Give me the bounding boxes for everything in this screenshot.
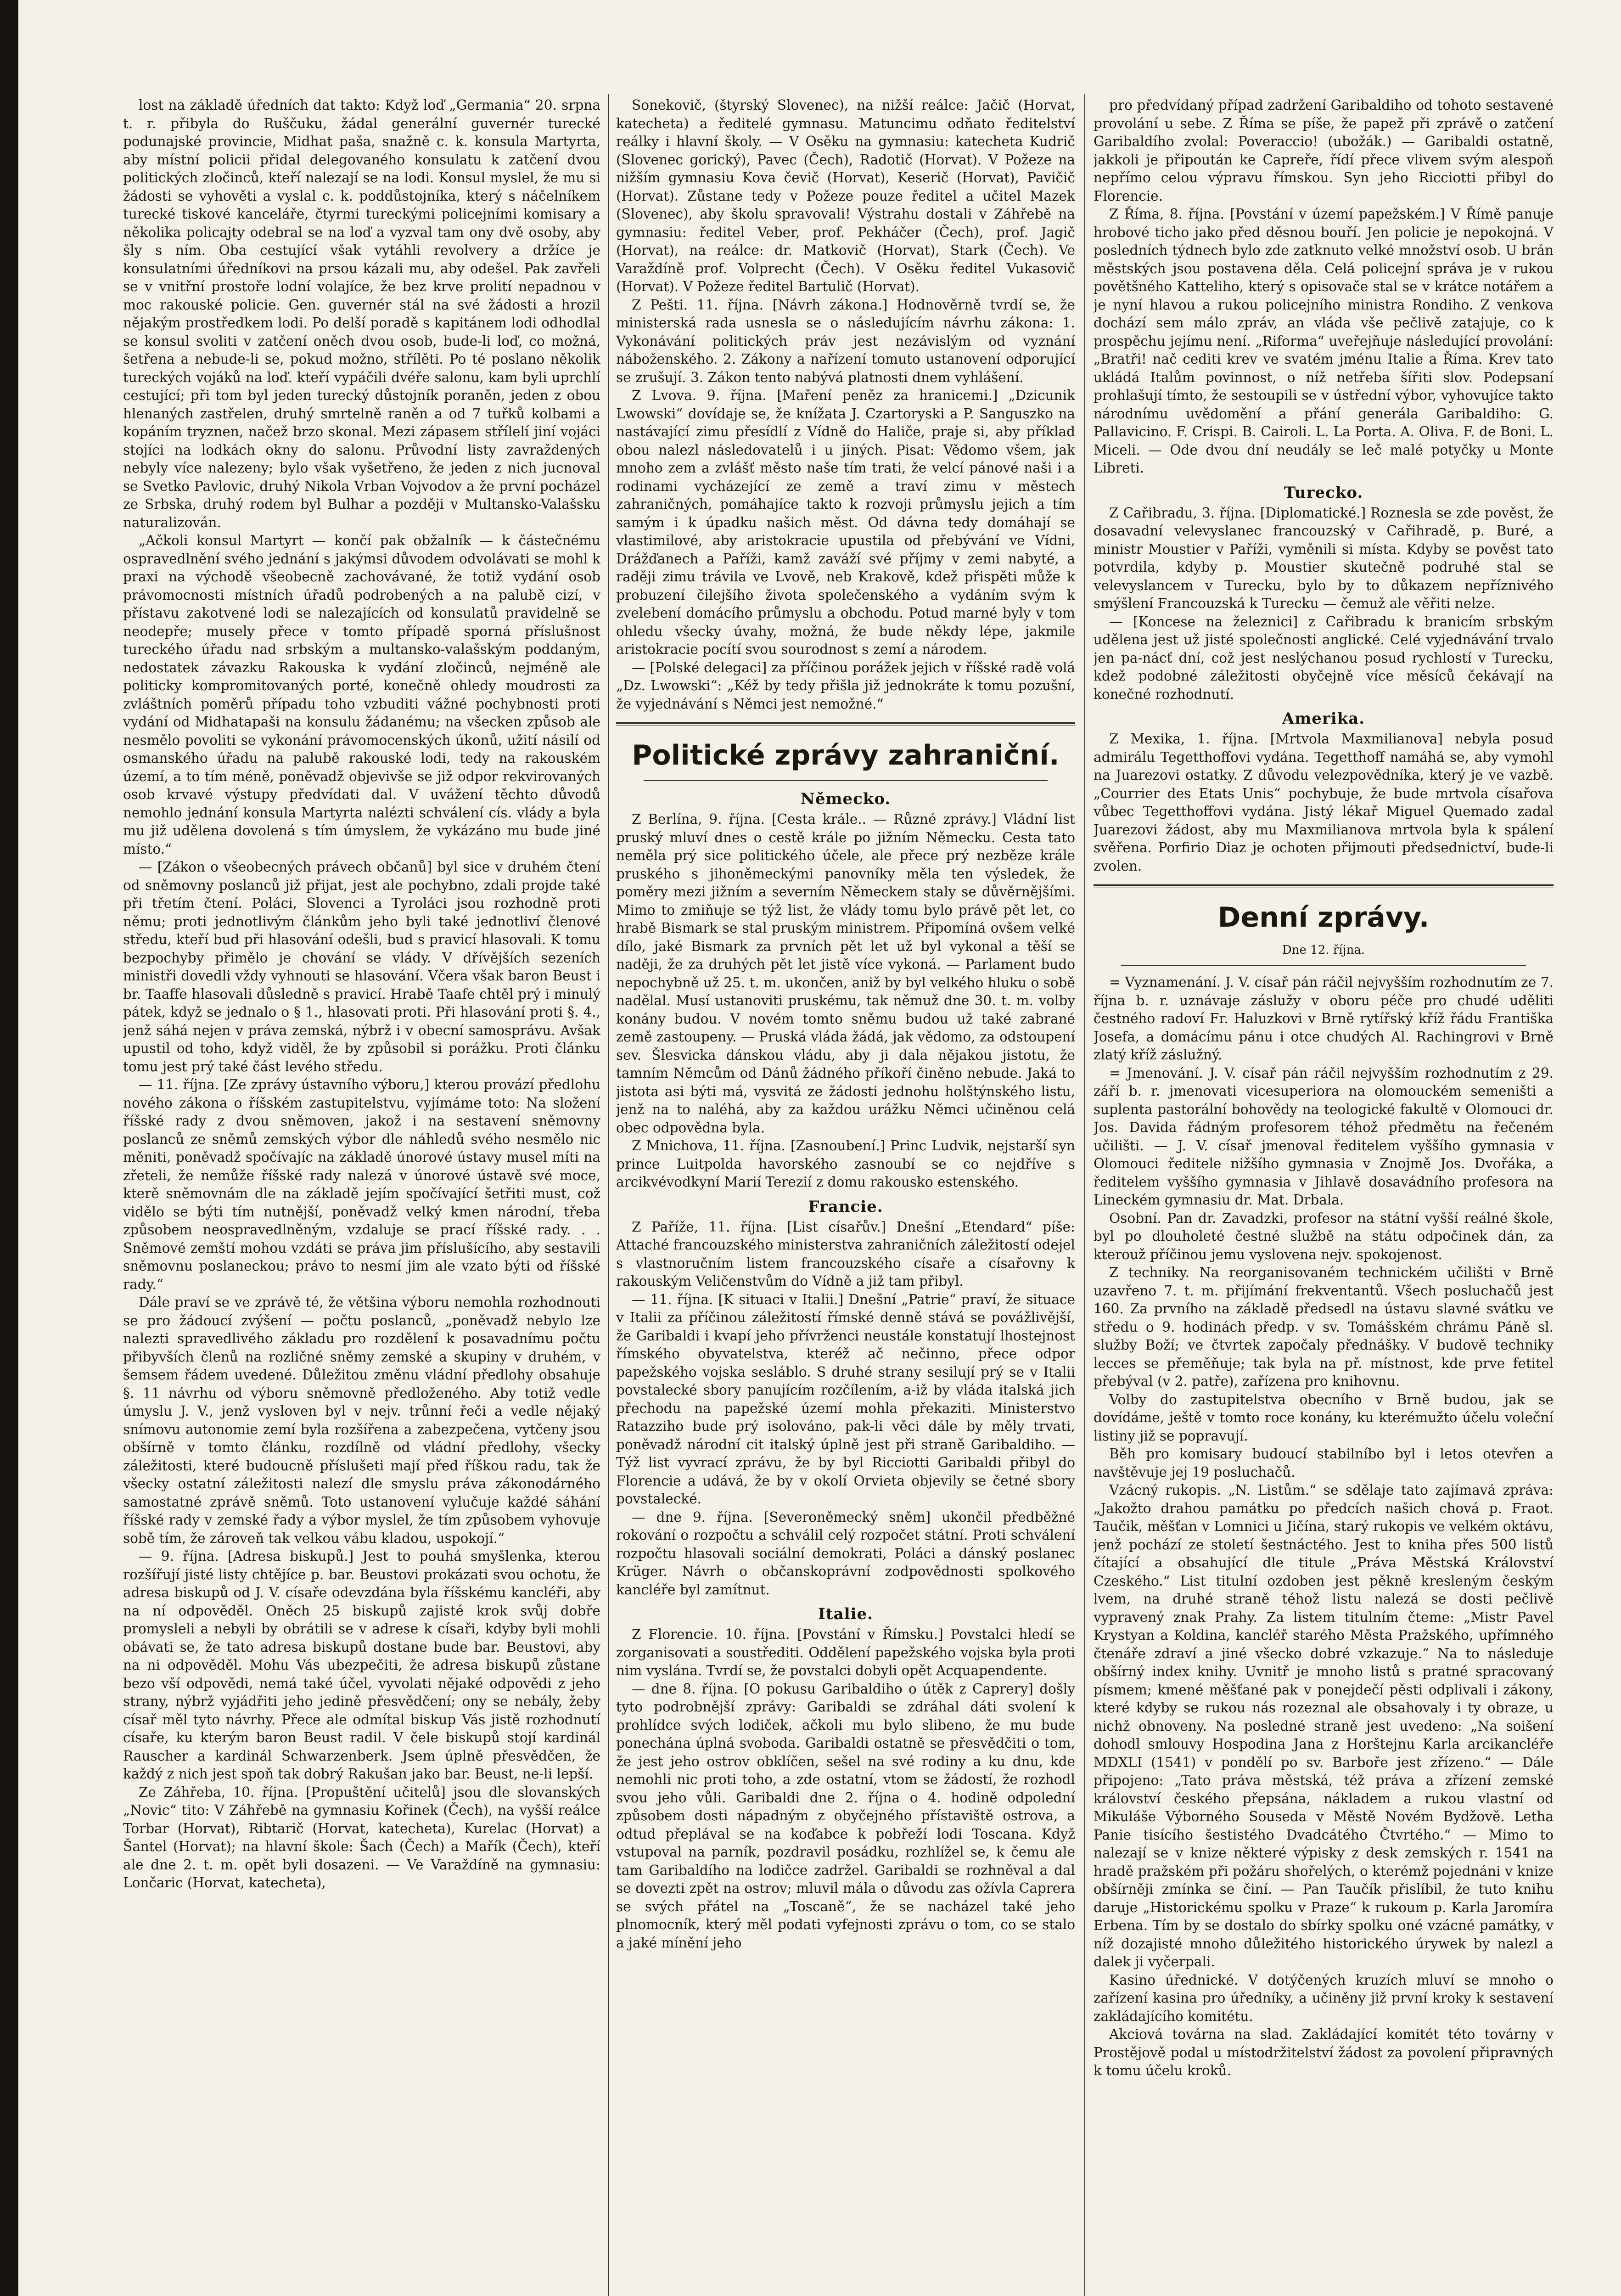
article-paragraph: Z Říma, 8. října. [Povstání v území papežském.] V Římě panuje hrobové ticho jako před děsnou bouří. Jen policie je nepokojná. V posledních týdnech bylo zde zatknuto velké množství osob. U brán městských jsou postavena děla. Celá policejní správa je v rukou povětšného Katteliho, který s opisovače stal se v krátce notářem a je nyní hlavou a rukou policejního ministra Rondiho. Z venkova dochází sem málo zpráv, an vláda vše pečlivě zatajuje, co k prospěchu jejímu není. „Riforma“ uveřejňuje následující provolání: „Bratři! nač cediti krev ve svatém jménu Italie a Říma. Krev tato ukládá Italům povinnost, o níž netřeba šířiti slov. Podepsaní prohlašují tímto, že sestoupili se v ústřední výbor, vyhovujíce takto národnímu uvědomění a přání generála Garibaldiho: G. Pallavicino. F. Crispi. B. Cairoli. L. La Porta. A. Oliva. F. de Boni. L. Miceli. — Ode dvou dní neudály se leč malé potyčky u Monte Libreti. — [1094, 206, 1554, 476]
news-item: = Jmenování. J. V. císař pán ráčil nejvyšším rozhodnutím z 29. září b. r. jmenovati vicesuperiora na olomouckém semeništi a suplenta pastorální bohovědy na teologické fakultě v Olomouci dr. Jos. Davida řádným profesorem téhož předmětu na řečeném učilišti. — J. V. císař jmenoval ředitelem vyššího gymnasia v Olomouci ředitele nižšího gymnasia v Znojmě Jos. Dvořáka, a ředitelem vyššího gymnasia v Jihlavě dosavádního profesora na Lineckém gymnasiu dr. Mat. Drbala. — [1094, 1065, 1554, 1208]
article-paragraph: — dne 8. října. [O pokusu Garibaldiho o útěk z Caprery] došly tyto podrobnější zprávy: Garibaldi se zdráhal dáti svolení k prohlídce svých lodiček, ačkoli mu bylo slibeno, že mu bude ponechána úplná svoboda. Garibaldi ostatně se přesvědčiti o tom, že jest jeho ostrov obklíčen, sešel na své rodiny a ku dnu, kde nemohli nic proti toho, a zde ostatní, vtom se žádostí, že rozhodl svou jeho vůli. Garibaldi dne 2. října o 4. hodině odpolední způsobem dosti nápadným z obyčejného přístaviště ostrova, a odtud přeplával se na koďabce k pobřeží lodi Toscana. Když vstupoval na parník, pozdravil posádku, rozhlížel se, k čemu ale tam Garibaldího na lodičce zadržel. Garibaldi se rozhněval a dal se dovezti zpět na ostrov; mluvil mála o důvodu zas ožívla Caprera se svých přátel na „Toscaně“, že se nacházel také jeho plnomocník, který měl podati vyfejnosti zprávu o tom, co se stalo a jaké mínění jeho — [616, 1681, 1075, 1951]
news-item: Běh pro komisary budoucí stabilníbo byl i letos otevřen a navštěvuje jej 19 posluchačů. — [1094, 1446, 1554, 1480]
column-rule — [608, 94, 609, 2296]
news-item: Volby do zastupitelstva obecního v Brně budou, jak se dovídáme, ještě v tomto roce konány, ku kterémužto účelu voleční listiny již se popravují. — [1094, 1391, 1554, 1444]
news-item: Kasino úřednické. V dotýčených kruzích mluví se mnoho o zařízení kasina pro úředníky, a učiněny již první kroky k sestavení zakládajícího komitétu. — [1094, 1972, 1554, 2024]
country-heading-italy: Italie. — [818, 1605, 873, 1623]
article-paragraph: pro předvídaný případ zadržení Garibaldiho od tohoto sestavené provolání u sebe. Z Říma se píše, že papež při zprávě o zatčení Garibaldího zvolal: Poveraccio! (ubožák.) — Garibaldi ostatně, jakkoli je připoután ke Capreře, řídí přece vlivem svým alespoň nepřímo celou výpravu římskou. Syn jeho Ricciotti přibyl do Florencie. — [1094, 97, 1554, 204]
country-heading-germany: Německo. — [800, 790, 891, 808]
divider — [644, 780, 1048, 781]
article-paragraph: lost na základě úředních dat takto: Když loď „Germania“ 20. srpna t. r. přibyla do Ruščuku, žádal generální guvernér turecké podunajské provincie, Midhat paša, snažně c. k. konsula Martyrta, aby místní policii přidal delegovaného konsulatu k zatčení dvou politických zločinců, kteří nalezají se na lodi. Konsul myslel, že mu si žádosti se vyhověti a vyslal c. k. poddůstojníka, který s náčelníkem turecké tiskové kanceláře, čtyrmi tureckými policejními komisary a několika policajty odebral se na loď a vyzval tam ony dvě osoby, aby šly s ním. Oba cestující však vytáhli revolvery a držíce je konsulatními úředníkovi na prsou kázali mu, aby odešel. Pak zavřeli se v vnitřní prostoře lodní volajíce, že bez krve prolití nepadnou v moc rakouské policie. Gen. guvernér stál na své žádosti a hrozil nějakým prostředkem lodi. Po delší poradě s kapitánem lodi odhodlal se konsul svoliti v zatčení oněch dvou osob, bude-li loď, co možná, šetřena a nebude-li se, pokud možno, střílěti. Po té poslano několik tureckých vojáků na loď. kteří vypáčili dvéře salonu, kam byli uprchlí cestující; při tom byl jeden turecký důstojník poraněn, jeden z obou hlenaných zastřelen, druhý smrtelně raněn a od 7 tuřků kolbami a kopáním tryznen, načež brzo skonal. Mezi zápasem střílelí jiní vojáci stojíci na lodkách okny do salonu. Průvodní listy zavraždených nebyly více nalezeny; bylo však vyšetřeno, že jeden z nich jucnoval se Svetko Pavlovic, druhý Nikola Vrban Vojvodov a že první pocházel ze Srbska, druhý rodem byl Bulhar a později v Multansko-Valašsku naturalizován. — [123, 97, 600, 530]
article-paragraph: Z Lvova. 9. října. [Maření peněz za hranicemi.] „Dzicunik Lwowski“ dovídaje se, že knížata J. Czartoryski a P. Sanguszko na nastávající zimu přesídlí z Vídně do Haliče, praje si, aby příklad obou nalezl následovatelů i u jiných. Pisat: Vědomo všem, jak mnoho zem a zvlášť město naše tím trati, že velcí pánové naši i a rodinami vycházející ze země a traví zimu v městech zahraničných, pomáhajíce takto k rozvoji průmyslu jejich a tím samým i k úpadku našich měst. Od dávna tedy domáhají se vlastimilové, aby aristokracie upustila od přebývání ve Vídni, Drážďanech a Paříži, kamž zaváží své příjmy v zemi nabyté, a raději zimu trávila ve Lvově, neb Krakově, kdež přispěti může k probuzení čilejšího života společenského a vydáním svým k zvelebení domácího průmyslu a obchodu. Potud marné byly v tom ohledu všecky úvahy, možná, že bude někdy lépe, jakmile aristokracie pocítí svou sourodnost s zemí a národem. — [616, 388, 1075, 657]
news-date: Dne 12. října. — [1282, 943, 1365, 957]
article-paragraph: Dále praví se ve zprávě té, že většina výboru nemohla rozhodnouti se pro žádoucí zvýšení — počtu poslanců, „poněvadž nebylo lze nalezti spravedlivého základu pro rozdělení k posavadnímu počtu přibyvších členů na rozličné sněmy zemské a skupiny v druhém, v šemsem řádem uvedené. Důležitou změnu vládní předlohy obsahuje §. 11 návrhu od výboru sněmovně předloženého. Aby totiž vedle úmyslu J. V., jenž vysloven byl v nejv. trůnní řeči a vedle nějaký snímovu autonomie zemí byla rozšířena a zabezpečena, vytčeny jsou obšírně v tomto článku, rozdílně od vládní předlohy, všecky záležitosti, které budoucně příslušeti mají před říškou radu, tak že všecky ostatní záležitosti nalezí dle smyslu práva zákonodárného samostatné zprávě sněmů. Toto ustanovení vylučuje každé sáhání říšské rady v zemské řady a výbor myslel, že tím způsobem vyhovuje sobě tím, že zároveň tak velkou vábu kladou, uspokojí.“ — [123, 1294, 600, 1546]
article-paragraph: Z Paříže, 11. října. [List císařův.] Dnešní „Etendard“ píše: Attaché francouzského ministerstva zahraničních záležitostí odejel s vlastnoručním listem francouzského císaře a císařovny k rakouským Veličenstvům do Vídně a již tam přibyl. — [616, 1219, 1075, 1289]
article-paragraph: Ze Záhřeba, 10. října. [Propuštění učitelů] jsou dle slovanských „Novic“ tito: V Záhřebě na gymnasiu Kořinek (Čech), na vyšší reálce Torbar (Horvat), Ribtarič (Horvat, katecheta), Kurelac (Horvat) a Šantel (Horvat); na hlavní škole: Šach (Čech) a Mařík (Čech), kteří ale dne 2. t. m. opět byli dosazeni. — Ve Varaždíně na gymnasiu: Lončaric (Horvat, katecheta), — [123, 1784, 600, 1891]
country-heading-france: Francie. — [808, 1197, 883, 1216]
article-paragraph: Z Pešti. 11. října. [Návrh zákona.] Hodnověrně tvrdí se, že ministerská rada usnesla se o následujícím návrhu zákona: 1. Vykonávání politických práv jest nezávislým od vyznání náboženského. 2. Zákony a nařízení tomuto ustanovení odporující se zrušují. 3. Zákon tento nabývá platnosti dnem vyhlášení. — [616, 297, 1075, 385]
section-divider — [1094, 884, 1554, 888]
article-paragraph: Sonekovič, (štyrský Slovenec), na nižší reálce: Jačič (Horvat, katecheta) a ředitelé gymnasu. Matuncimu odňato ředitelství reálky i hlavní školy. — V Osěku na gymnasiu: katecheta Kudrič (Slovenec gorický), Pavec (Čech), Radotič (Horvat). V Požeze na nižším gymnasiu Kova čevič (Horvat), Keserič (Horvat), Pavičič (Horvat). Zůstane tedy v Požeze pouze ředitel a učitel Mazek (Slovenec), aby školu spravovali! Výstrahu dostali v Záhřebě na gymnasiu: ředitel Veber, prof. Pekháčer (Čech), prof. Jagič (Horvat), na reálce: dr. Matkovič (Horvat), Stark (Čech). Ve Varaždíně prof. Volprecht (Čech). V Osěku ředitel Vukasovič (Horvat). V Požeze ředitel Bartulič (Horvat). — [616, 97, 1075, 294]
article-paragraph: — dne 9. října. [Severoněmecký sněm] ukončil předběžné rokování o rozpočtu a schválil celý rozpočet státní. Proti schválení rozpočtu hlasovali sociální demokrati, Poláci a dánský poslanec Krüger. Návrh o občanskoprávní zodpovědnosti spolkového kancléře byl zamítnut. — [616, 1509, 1075, 1598]
column-2 — [616, 96, 1075, 2296]
news-item: Vzácný rukopis. „N. Listům.“ se sdělaje tato zajímavá zpráva: „Jakožto drahou památku po předcích našich chová p. Fraot. Taučik, měšťan v Lomnici u Jičína, starý rukopis ve velkém oktávu, jenž pochází ze století šestnáctého. Jest to kniha přes 500 listů čítající a obsahující dle titule „Práva Městská Království Czeského.“ List titulní ozdoben jest pěkně kresleným českým lvem, na druhé straně téhož listu nalezá se dosti pečlivě vypravený znak Prahy. Za listem titulním čteme: „Mistr Pavel Krystyan a Koldina, kancléř starého Města Pražského, upřímného čtenáře zdraví a jiné všecko dobré vzkazuje.“ Na to následuje obšírný index knihy. Uvnitř je mnoho listů s pratné spracovaný písmem; kmené měšťané pak v ponejdečí pěsti odplivali i zákony, které kdyby se rukou nás rozeznal ale obsahovaly i ty obraze, u nichž obnoveny. Na posledné straně jest uvedeno: „Na soišení dohodl smlouvy Hospodina Jana z Horštejnu Karla arcikancléře MDXLI (1541) v pondělí po sv. Barboře jest zřízeno.“ — Dále připojeno: „Tato práva městská, též práva a zřízení zemské království českého přepsána, nákladem a rukou vlastní od Mikuláše Výborného Souseda v Městě Novém Bydžově. Letha Panie tisícího šestistého Dvadcátého Čtvrtého.“ — Mimo to nalezají se v knize některé výpisky z desk zemských r. 1541 na hradě pražském při požáru shořelých, o kterémž pojednáni v knize obšírněji zmínka se činí. — Pan Taučík přislíbil, že tuto knihu daruje „Historickému spolku v Praze“ k rukoum p. Karla Jaromíra Erbena. Tím by se dostalo do sbírky spolku oné vzácné památky, v níž dozajisté mnoho důležitého historického úrywek by nalezl a dalek ji vyčerpali. — [1094, 1482, 1554, 1970]
article-paragraph: Z Cařibradu, 3. října. [Diplomatické.] Roznesla se zde pověst, že dosavadní velevyslanec francouzský v Cařihradě, p. Buré, a ministr Moustier v Paříži, vyměnili si místa. Kdyby se pověst tato potvrdila, kdyby p. Moustier skutečně podruhé stal se velevyslancem v Turecku, bylo by to důkazem nepříznivého smýšlení Francouzská k Turecku — čemuž ale věřiti nelze. — [1094, 505, 1554, 611]
article-paragraph: — [Polské delegaci] za příčinou porážek jejich v říšské radě volá „Dz. Lwowski“: „Kéž by tedy přišla již jednokráte k tomu pozušní, že vyjednávání s Němci jest nemožné.“ — [616, 659, 1075, 712]
article-paragraph: Z Mexika, 1. října. [Mrtvola Maxmilianova] nebyla posud admirálu Tegetthoffovi vydána. Tegetthoff namáhá se, aby vymohl na Juarezovi ostatky. Z důvodu velezpovědníka, který je ve vazbě. „Courrier des Etats Unis“ pochybuje, že bude mrtvola císařova vůbec Tegetthoffovi vydána. Jistý lékař Miguel Quemado zadal Juarezovi žádost, aby mu Maxmilianova mrtvola byla k spálení svěřena. Porfirio Diaz je ochoten přijmouti předsednictví, bude-li zvolen. — [1094, 731, 1554, 874]
section-title-foreign: Politické zprávy zahraniční. — [632, 739, 1060, 771]
country-heading-america: Amerika. — [1282, 709, 1365, 728]
section-divider — [616, 722, 1075, 726]
country-heading-turkey: Turecko. — [1284, 483, 1363, 502]
article-paragraph: — [Koncese na železnici] z Cařibradu k branicím srbským udělena jest už jisté společnosti anglické. Celé vyjednávání trvalo jen pa-nácť dní, což jest neslýchanou posud rychlostí v Turecku, kdež podobné záležitosti obyčejně více měsíců čekávají na konečné rozhodnutí. — [1094, 613, 1554, 702]
news-item: Z techniky. Na reorganisovaném technickém učilišti v Brně uzavřeno 7. t. m. přijímání frekventantů. Všech posluchačů jest 160. Za prvního na základě předsedl na ústavu slavné svátku ve středu o 9. hodinách předp. v sv. Tomášském chrámu Páně sl. služby Boží; ve čtvrtek započaly přednášky. V budově techniky lecces se přeměňuje; tak byla na př. místnost, kde prve fetitel přebýval (v 2. patře), zařízena pro knihovnu. — [1094, 1265, 1554, 1389]
article-paragraph: „Ačkoli konsul Martyrt — končí pak obžalník — k částečnému ospravedlnění svého jednání s jakýmsi důvodem odvolávati se mohl k praxi na východě všeobecně zachovávané, že totiž vydání osob právomocnosti místních úřadů podrobených a na palubě cizí, v přístavu zakotvené lodi se nalezajících od konsulatů pravidelně se neodepře; musely přece v tomto případě sporná příslušnost tureckého úřadu nad srbským a multansko-valašským poddaným, nedostatek závazku Rakouska k vydání zločinců, nejméně ale politicky kompromitovaných porté, konečně ohledy moudrosti za zvláštních poměrů případu toho vzbuditi vážné pochybnosti proti vydání od Midhatapaši na konsulu žádanému; na všecken způsob ale nesmělo povoliti se vykonání právomocenských úkonů, užití násilí od osmanského úřadu na palubě rakouské lodi, tedy na rakouském území, a to tím méně, poněvadž objevivše se již odpor rekvirovaných osob krvavé výstupy předvídati dal. V uvážení těchto důvodů nemohlo jednání konsula Martyrta nalézti schválení cís. vlády a byla mu již udělena dovolená s tím úmyslem, že vykázáno mu bude jiné místo.“ — [123, 533, 600, 857]
section-title-daily-news: Denní zprávy. — [1217, 901, 1430, 934]
article-paragraph: — [Zákon o všeobecných právech občanů] byl sice v druhém čtení od sněmovny poslanců již přijat, jest ale pochybno, zdali projde také při třetím čtení. Poláci, Slovenci a Tyroláci jsou rozhodně proti němu; proti jednotlivým článkům jeho byli také jednotliví členové středu, kteří bud při hlasování odešli, bud s pravicí hlasovali. K tomu bezpochyby přimělo je chování se vlády. V dřívějších sezeních ministři dovedli vždy vyhnouti se hlasování. Včera však baron Beust i br. Taaffe hlasovali důsledně s pravicí. Hrabě Taafe chtěl prý i minulý pátek, když se jednalo o § 1., hlasovati proti. Při hlasování proti §. 4., jenž sáhá nejen v práva zemská, nýbrž i v obecní samosprávu. Avšak upustil od toho, když viděl, že by způsobil si porážku. Proti článku tomu jest prý také část levého středu. — [123, 859, 600, 1075]
column-3 — [1094, 96, 1554, 2296]
news-item: Osobní. Pan dr. Zavadzki, profesor na státní vyšší reálné škole, byl po dlouholeté čestné službě na státu odpočinek dán, za kterouž příčinou jemu vyslovena nejv. spokojenost. — [1094, 1210, 1554, 1262]
divider — [1121, 965, 1526, 966]
news-item: = Vyznamenání. J. V. císař pán ráčil nejvyšším rozhodnutím ze 7. října b. r. uznávaje záslužy v oboru péče pro chudé uděliti čestného radoví Fr. Haluzkovi v Brně rytířský kříž řádu Františka Josefa, a domácímu pánu i otce chudých Al. Rachingrovi v Brně zlatý kříž záslužný. — [1094, 974, 1554, 1063]
scan-edge — [0, 0, 18, 2296]
news-item: Akciová továrna na slad. Zakládající komitét této továrny v Prostějově podal u místodržitelství žádost za povolení připravných k tomu účelu kroků. — [1094, 2026, 1554, 2078]
article-paragraph: Z Berlína, 9. října. [Cesta krále.. — Různé zprávy.] Vládní list pruský mluví dnes o cestě krále po jižním Německu. Cesta tato neměla prý sice politického účele, ale přece prý nezběze krále pruského s jihoněmeckými panovníky měla ten výsledek, že poměry mezi jižním a severním Německem staly se důvěrnějšími. Mimo to zmiňuje se týž list, že vlády tomu bylo právě pět let, co hrabě Bismark se stal pruským ministrem. Připomíná ovšem velké dílo, jaké Bismark za prvních pět let už byl vykonal a těší se naději, že za druhých pět let jistě více vykoná. — Parlament budo nepochybně už 25. t. m. ukončen, aniž by byl velkého hluku o sobě nadělal. Musí ustanoviti pruskému, tak němuž dne 30. t. m. volby konány budou. V novém tomto sněmu budou už také zabrané země zastoupeny. — Pruská vláda žádá, jak vědomo, za odstoupení sev. Šlesvicka dánskou vládu, aby ji dala nějakou jistotu, že tamním Němcům od Dánů žádného příkoří činěno nebude. Jaká to jistota asi býti má, vysvitá ze žádosti jednohu holštýnského listu, jenž na to naléhá, aby za každou urážku Němci učiněnou celá obec odpovědna byla. — [616, 811, 1075, 1136]
article-paragraph: — 11. října. [K situaci v Italii.] Dnešní „Patrie“ praví, že situace v Italii za příčinou záležitostí římské denně stává se povážlivější, že Garibaldi i kvapí jeho přívrženci neustále konstatují lhostejnost římského obyvatelstva, kteréž ač nečinno, přece odpor papežského vojska sesláblo. S druhé strany sesilují prý se v Italii povstalecké sbory panujícím rozčílením, a-iž by vláda italská jich přechodu na papežské území mohla překaziti. Ministerstvo Ratazziho bude prý isolováno, pak-li věci dále by měly trvati, poněvadž národní cit italský úplně jest při straně Garibaldiho. — Týž list vyvrací zprávu, že by byl Ricciotti Garibaldi přibyl do Florencie a udává, že by v okolí Orvieta objevily se četné sbory povstalecké. — [616, 1291, 1075, 1507]
article-paragraph: Z Florencie. 10. října. [Povstání v Římsku.] Povstalci hledí se zorganisovati a soustřediti. Oddělení papežského vojska byla proti nim vyslána. Tvrdí se, že povstalci dobyli opět Acquapendente. — [616, 1626, 1075, 1678]
article-paragraph: Z Mnichova, 11. října. [Zasnoubení.] Princ Ludvik, nejstarší syn prince Luitpolda havorského zasnoubí se co nejdříve s arcikvévodkyní Marií Terezií z domu rakousko estenského. — [616, 1138, 1075, 1190]
article-paragraph: — 11. října. [Ze zprávy ústavního výboru,] kterou provází předlohu nového zákona o říšském zastupitelstvu, vyjímáme toto: Na složení říšské rady z dvou sněmoven, jakož i na sestavení sněmovny poslanců ze sněmů zemských výbor dle náhledů svého nesmělo nic měniti, poněvadž spočívajíc na základě únorové ústavy musel míti na zřeteli, že nemůže říšské rady nalezá v únorové ústavě své moce, kterě sněmovnám dle na základě jejím spočívající šetřiti must, což vidělo se býti tím nutnější, poněvadž velký kmen národní, třeba způsobem neospravedlněným, vzdaluje se prací říšské rady. . . Sněmové zemští mohou vzdáti se práva jim příslušícího, aby sestavili sněmovnu poslaneckou; právo to nesmí jim ale vzato býti od říšské rady.“ — [123, 1077, 600, 1292]
column-1 — [123, 96, 600, 2296]
column-rule — [1084, 94, 1085, 2296]
article-paragraph: — 9. října. [Adresa biskupů.] Jest to pouhá smyšlenka, kterou rozšířují jisté listy chtějíce p. bar. Beustovi prokázati svou ochotu, že adresa biskupů od J. V. císaře odevzdána byla říšskému kancléři, aby na ní odpověděl. Oněch 25 biskupů zajisté krok svůj dobře promysleli a nebyli by obrátili se v adrese k císaři, kdyby byli mohli obávati se, že tato adresa biskupů dostane bude bar. Beustovi, aby na ni odpověděl. Mohu Vás ubezpečiti, že adresa biskupů zůstane bezo vší odpovědi, nemá také účel, vyvolati nějaké odpovědi z jeho strany, nýbrž vyjádřiti jeho jedině přesvědčení; ony se nebály, žeby císař měl tyto návrhy. Přece ale odmítal biskup Vás jistě rozhodnutí císaře, ku kterým baron Beust radil. V čele biskupů stojí kardinál Rauscher a kardinál Schwarzenberk. Jsem úplně přesvědčen, že každý z nich jest spoň tak dobrý Rakušan jako bar. Beust, ne-li lepší. — [123, 1548, 600, 1782]
